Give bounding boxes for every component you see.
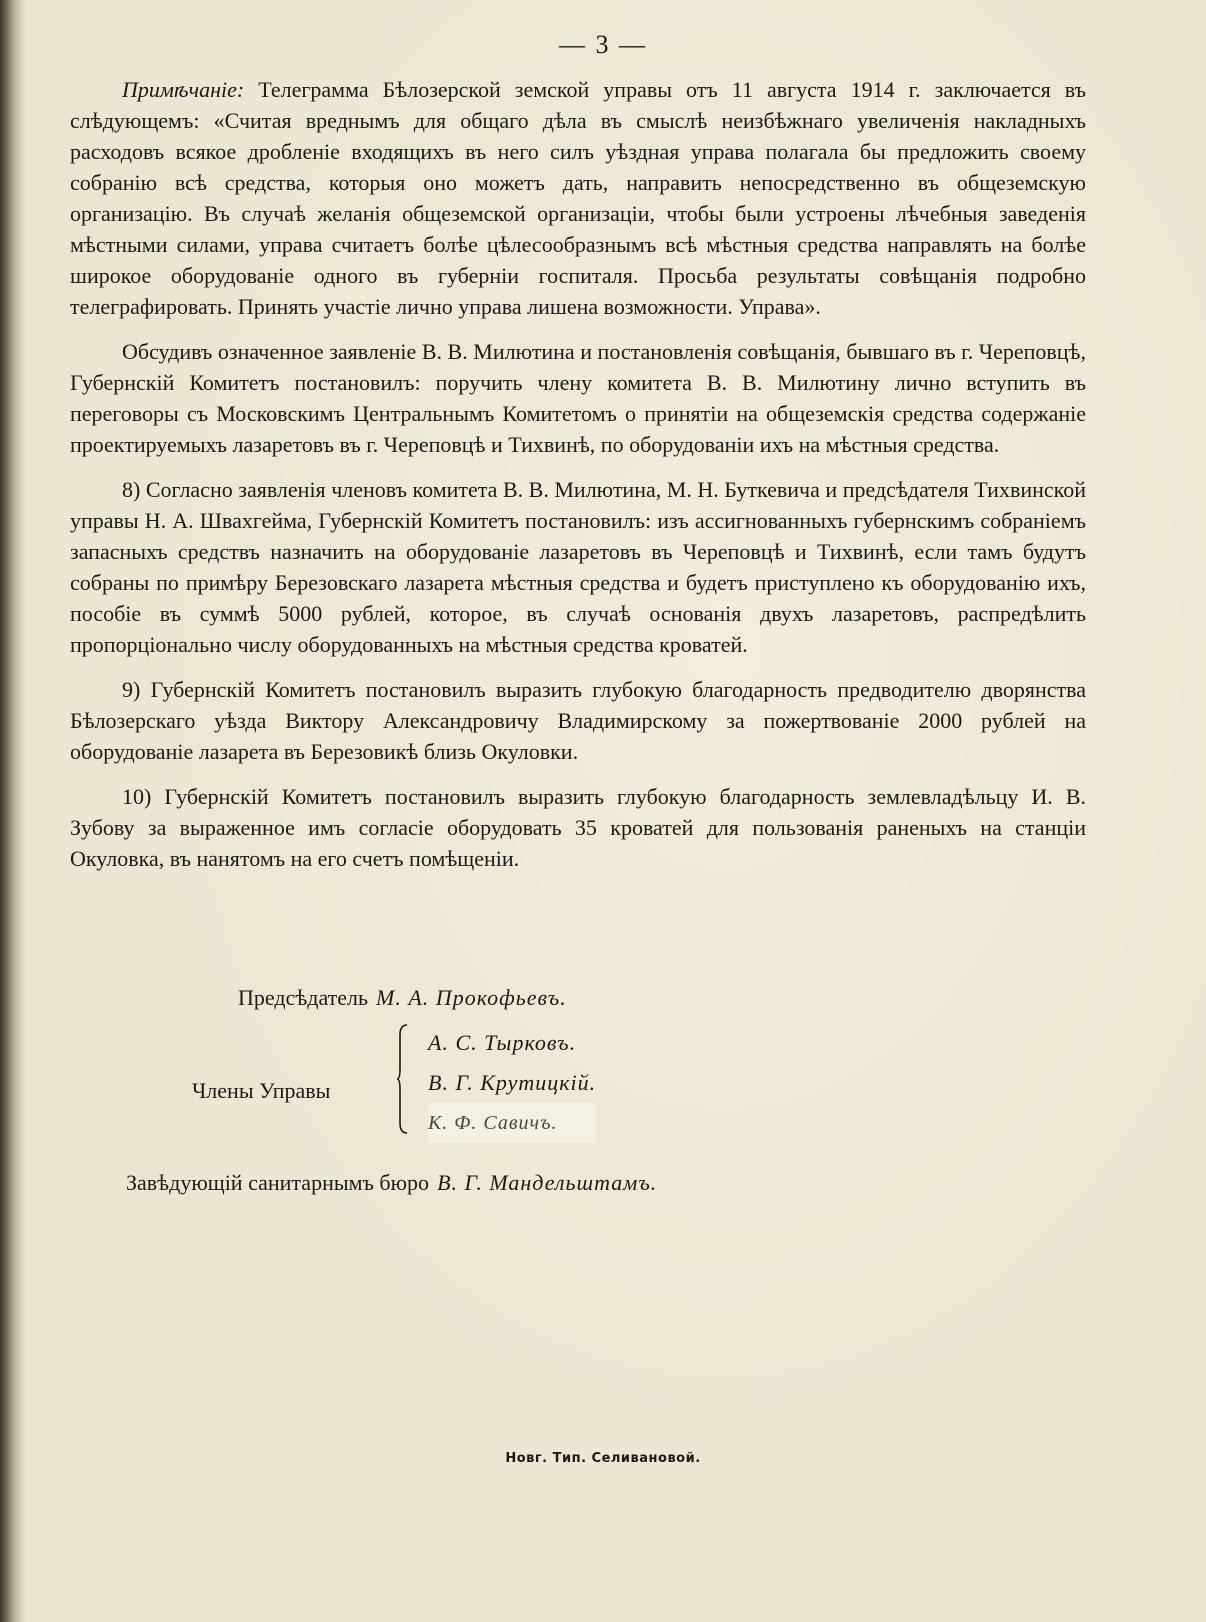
- member-name: В. Г. Крутицкій.: [428, 1070, 597, 1095]
- binding-edge: [0, 0, 26, 1622]
- note-body: Телеграмма Бѣлозерской земской управы отъ 11 августа 1914 г. заключается въ слѣдующемъ: «Считая вреднымъ для общаго дѣла въ смыслѣ неизбѣжнаго увеличенія накладныхъ расходовъ всякое дробленіе входящихъ въ него силъ уѣздная управа полагала бы предложить своему собранію всѣ средства, которыя оно можетъ дать, направить непосредственно въ общеземскую организацію. Въ случаѣ желанія общеземской организаціи, чтобы были устроены лѣчебныя заведенія мѣстными силами, управа считаетъ болѣе цѣлесообразнымъ всѣ мѣстныя средства направлять на болѣе широкое оборудованіе одного въ губерніи госпиталя. Просьба результаты совѣщанія подробно телеграфировать. Принять участіе лично управа лишена возможности. Управа».: [70, 77, 1086, 319]
- member-name: К. Ф. Савичъ.: [428, 1103, 596, 1143]
- note-label: Примѣчаніе:: [122, 77, 245, 102]
- item-8-paragraph: 8) Согласно заявленія членовъ комитета В. В. Милютина, М. Н. Буткевича и предсѣдателя Тихвинской управы Н. А. Швахгейма, Губернскій Комитетъ постановилъ: изъ ассигнованныхъ губернскимъ собраніемъ запасныхъ средствъ назначить на оборудованіе лазаретовъ въ Череповцѣ и Тихвинѣ, если тамъ будутъ собраны по примѣру Березовскаго лазарета мѣстныя средства и будетъ приступлено къ оборудованію ихъ, пособіе въ суммѣ 5000 рублей, которое, въ случаѣ основанія двухъ лазаретовъ, распредѣлить пропорціонально числу оборудованныхъ на мѣстныя средства кроватей.: [70, 477, 1086, 657]
- discussion-paragraph: Обсудивъ означенное заявленіе В. В. Милютина и постановленія совѣщанія, бывшаго въ г. Череповцѣ, Губернскій Комитетъ постановилъ: поручить члену комитета В. В. Милютину лично вступить въ переговоры съ Московскимъ Центральнымъ Комитетомъ о принятіи на общеземскія средства содержаніе проектируемыхъ лазаретовъ въ г. Череповцѣ и Тихвинѣ, по оборудованіи ихъ на мѣстныя средства.: [70, 339, 1086, 457]
- note-paragraph: [70, 74, 1086, 322]
- member-name: А. С. Тырковъ.: [428, 1030, 577, 1055]
- item-10-paragraph: 10) Губернскій Комитетъ постановилъ выразить глубокую благодарность землевладѣльцу И. В. Зубову за выраженное имъ согласіе оборудовать 35 кроватей для пользованія раненыхъ на станціи Окуловка, въ нанятомъ на его счетъ помѣщеніи.: [70, 784, 1086, 871]
- page-number: — 3 —: [559, 30, 647, 59]
- chairman-line: [238, 985, 567, 1011]
- printer-imprint: Новг. Тип. Селивановой.: [505, 1451, 701, 1466]
- members-brace: [397, 1023, 409, 1135]
- members-title: Члены Управы: [192, 1078, 331, 1103]
- bureau-head-line: [126, 1170, 657, 1196]
- document-body: [70, 74, 1086, 888]
- chairman-title: Предсѣдатель: [238, 985, 369, 1010]
- bureau-title: Завѣдующій санитарнымъ бюро: [126, 1170, 430, 1195]
- chairman-name: М. А. Прокофьевъ.: [376, 985, 567, 1010]
- members-list: [428, 1023, 596, 1143]
- item-9-paragraph: 9) Губернскій Комитетъ постановилъ выразить глубокую благодарность предводителю дворянства Бѣлозерскаго уѣзда Виктору Александровичу Владимирскому за пожертвованіе 2000 рублей на оборудованіе лазарета въ Березовикѣ близь Окуловки.: [70, 677, 1086, 764]
- bureau-head-name: В. Г. Мандельштамъ.: [437, 1170, 658, 1195]
